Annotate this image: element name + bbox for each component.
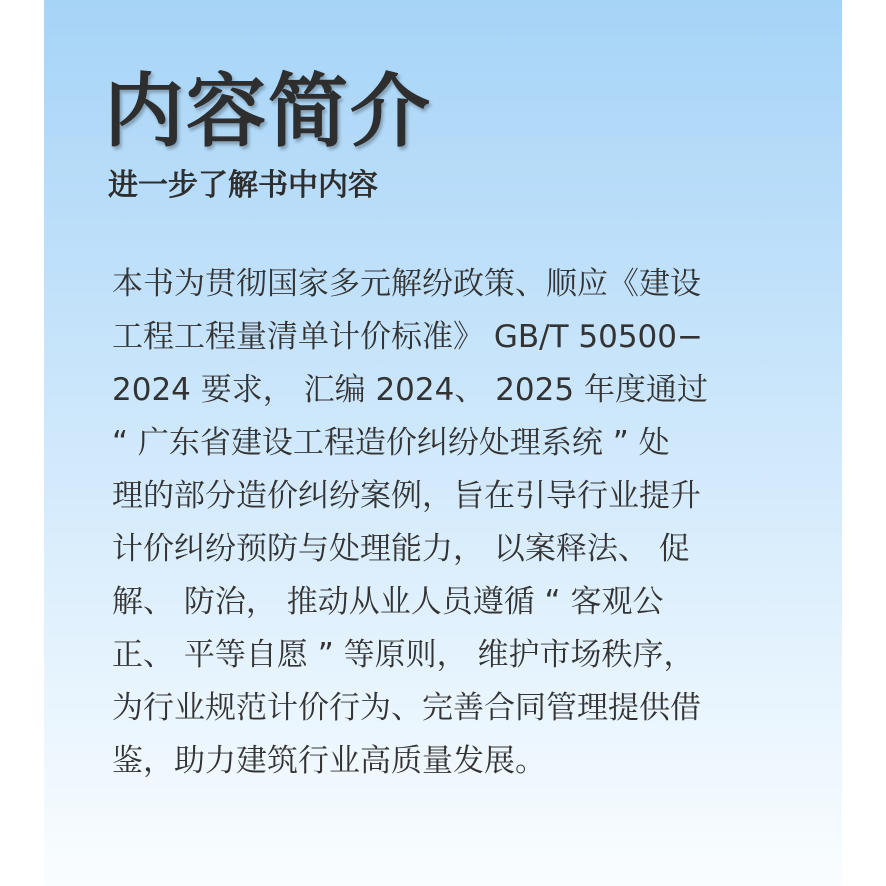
page-title: 内容简介 bbox=[104, 65, 432, 158]
paragraph-line: 解、 防治， 推动从业人员遵循 “ 客观公 bbox=[112, 584, 664, 620]
paragraph-line: 2024 要求， 汇编 2024、 2025 年度通过 bbox=[112, 372, 708, 408]
paragraph-line: 本书为贯彻国家多元解纷政策、顺应《建设 bbox=[112, 266, 701, 302]
paragraph-line: 为行业规范计价行为、完善合同管理提供借 bbox=[112, 690, 701, 726]
paragraph-line: “ 广东省建设工程造价纠纷处理系统 ” 处 bbox=[112, 425, 670, 461]
paragraph-line: 鉴，助力建筑行业高质量发展。 bbox=[112, 743, 546, 779]
intro-paragraph bbox=[112, 258, 792, 788]
paragraph-line: 正、 平等自愿 ” 等原则， 维护市场秩序， bbox=[112, 637, 695, 673]
paragraph-line: 工程工程量清单计价标准》 GB/T 50500− bbox=[112, 319, 703, 355]
page-subtitle: 进一步了解书中内容 bbox=[108, 168, 378, 203]
paragraph-line: 理的部分造价纠纷案例，旨在引导行业提升 bbox=[112, 478, 701, 514]
paragraph-line: 计价纠纷预防与处理能力， 以案释法、 促 bbox=[112, 531, 690, 567]
